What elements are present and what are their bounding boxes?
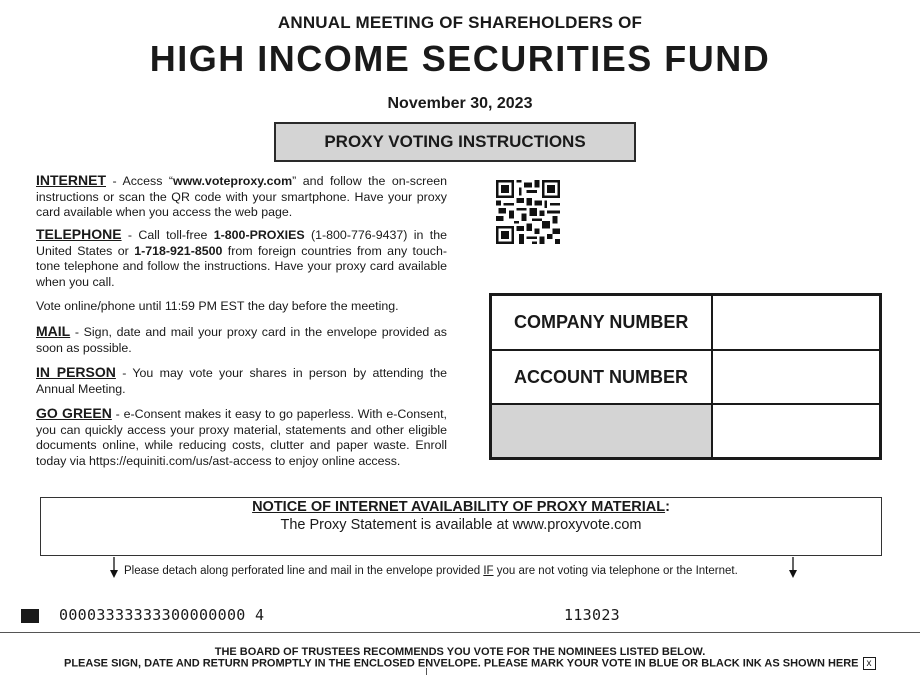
sign-instruction-text: PLEASE SIGN, DATE AND RETURN PROMPTLY IN THE ENCLOSED ENVELOPE. PLEASE MARK YOUR VOTE IN BLUE OR BLACK INK AS SHOWN HERE [64,657,859,670]
foreign-phone[interactable]: 1-718-921-8500 [134,243,223,258]
company-number-row [492,296,879,351]
internet-text-2: ” and follow the on-screen instructions or scan the QR code with your smartphone. Have your proxy card available when you access the web page. [36,174,447,219]
notice-title [41,499,881,515]
account-number-row [492,351,879,405]
mail-text: - Sign, date and mail your proxy card in the envelope provided as soon as possible. [36,325,447,355]
company-number-field[interactable] [715,296,879,349]
proxy-voting-instructions-banner: PROXY VOTING INSTRUCTIONS [274,122,636,162]
internet-availability-notice [40,497,882,556]
extra-row [492,405,879,457]
go-green-text: - e-Consent makes it easy to go paperless. With e-Consent, you can quickly access your proxy material, statements and other eligible documents online, while reducing costs, clutter and paper waste. Enroll today via https://equiniti.com/us/ast-access to enjoy online access. [36,407,447,468]
in-person-text: - You may vote your shares in person by attending the Annual Meeting. [36,366,448,396]
in-person-heading: IN PERSON [36,364,116,380]
mark-example-box: x [863,657,876,670]
account-table [489,293,882,460]
account-number-label: ACCOUNT NUMBER [492,351,713,403]
telephone-heading: TELEPHONE [36,226,122,242]
voting-deadline: Vote online/phone until 11:59 PM EST the day before the meeting. [36,299,399,313]
detach-text-2: you are not voting via telephone or the Internet. [493,565,738,577]
sign-instruction [64,657,876,670]
extra-field[interactable] [715,405,879,457]
go-green-instructions [36,406,447,469]
fund-title: HIGH INCOME SECURITIES FUND [149,38,771,79]
telephone-text-2: (1-800-776-9437) in the United States or [36,228,447,258]
in-person-instructions [36,365,447,397]
internet-heading: INTERNET [36,172,106,188]
internet-instructions [36,173,447,221]
toll-free-phone[interactable]: 1-800-PROXIES [213,228,305,242]
telephone-text-1: - Call toll-free [121,228,214,242]
detach-instruction [124,565,738,577]
telephone-text-3: from foreign countries from any touch-tone telephone and follow the instructions. Have your proxy card available when you call. [36,243,447,289]
shaded-cell [492,405,713,457]
pre-title: ANNUAL MEETING OF SHAREHOLDERS OF [277,13,643,32]
detach-text-1: Please detach along perforated line and mail in the envelope provided [124,565,484,577]
meeting-date: November 30, 2023 [387,95,533,112]
down-arrow-icon [109,557,119,579]
control-date-code: 113023 [564,606,620,624]
control-number: 00003333333300000000 4 [59,606,265,624]
down-arrow-icon [788,557,798,579]
notice-text: The Proxy Statement is available at www.proxyvote.com [280,517,642,533]
perforation-line [0,632,920,633]
detach-if: IF [483,565,494,577]
registration-mark [21,609,39,623]
mail-instructions [36,324,447,356]
notice-title-text: NOTICE OF INTERNET AVAILABILITY OF PROXY MATERIAL [252,499,666,515]
company-number-label: COMPANY NUMBER [492,296,713,349]
qr-code-icon[interactable] [496,180,560,244]
mail-heading: MAIL [36,323,71,339]
account-number-field[interactable] [715,351,879,403]
notice-title-colon: : [665,499,670,515]
column-divider [426,668,427,675]
telephone-instructions [36,227,447,290]
board-recommendation: THE BOARD OF TRUSTEES RECOMMENDS YOU VOTE FOR THE NOMINEES LISTED BELOW. [214,646,706,658]
vote-url-link[interactable]: www.voteproxy.com [173,174,293,188]
go-green-heading: GO GREEN [36,405,112,421]
internet-text-1: - Access “ [106,174,174,188]
